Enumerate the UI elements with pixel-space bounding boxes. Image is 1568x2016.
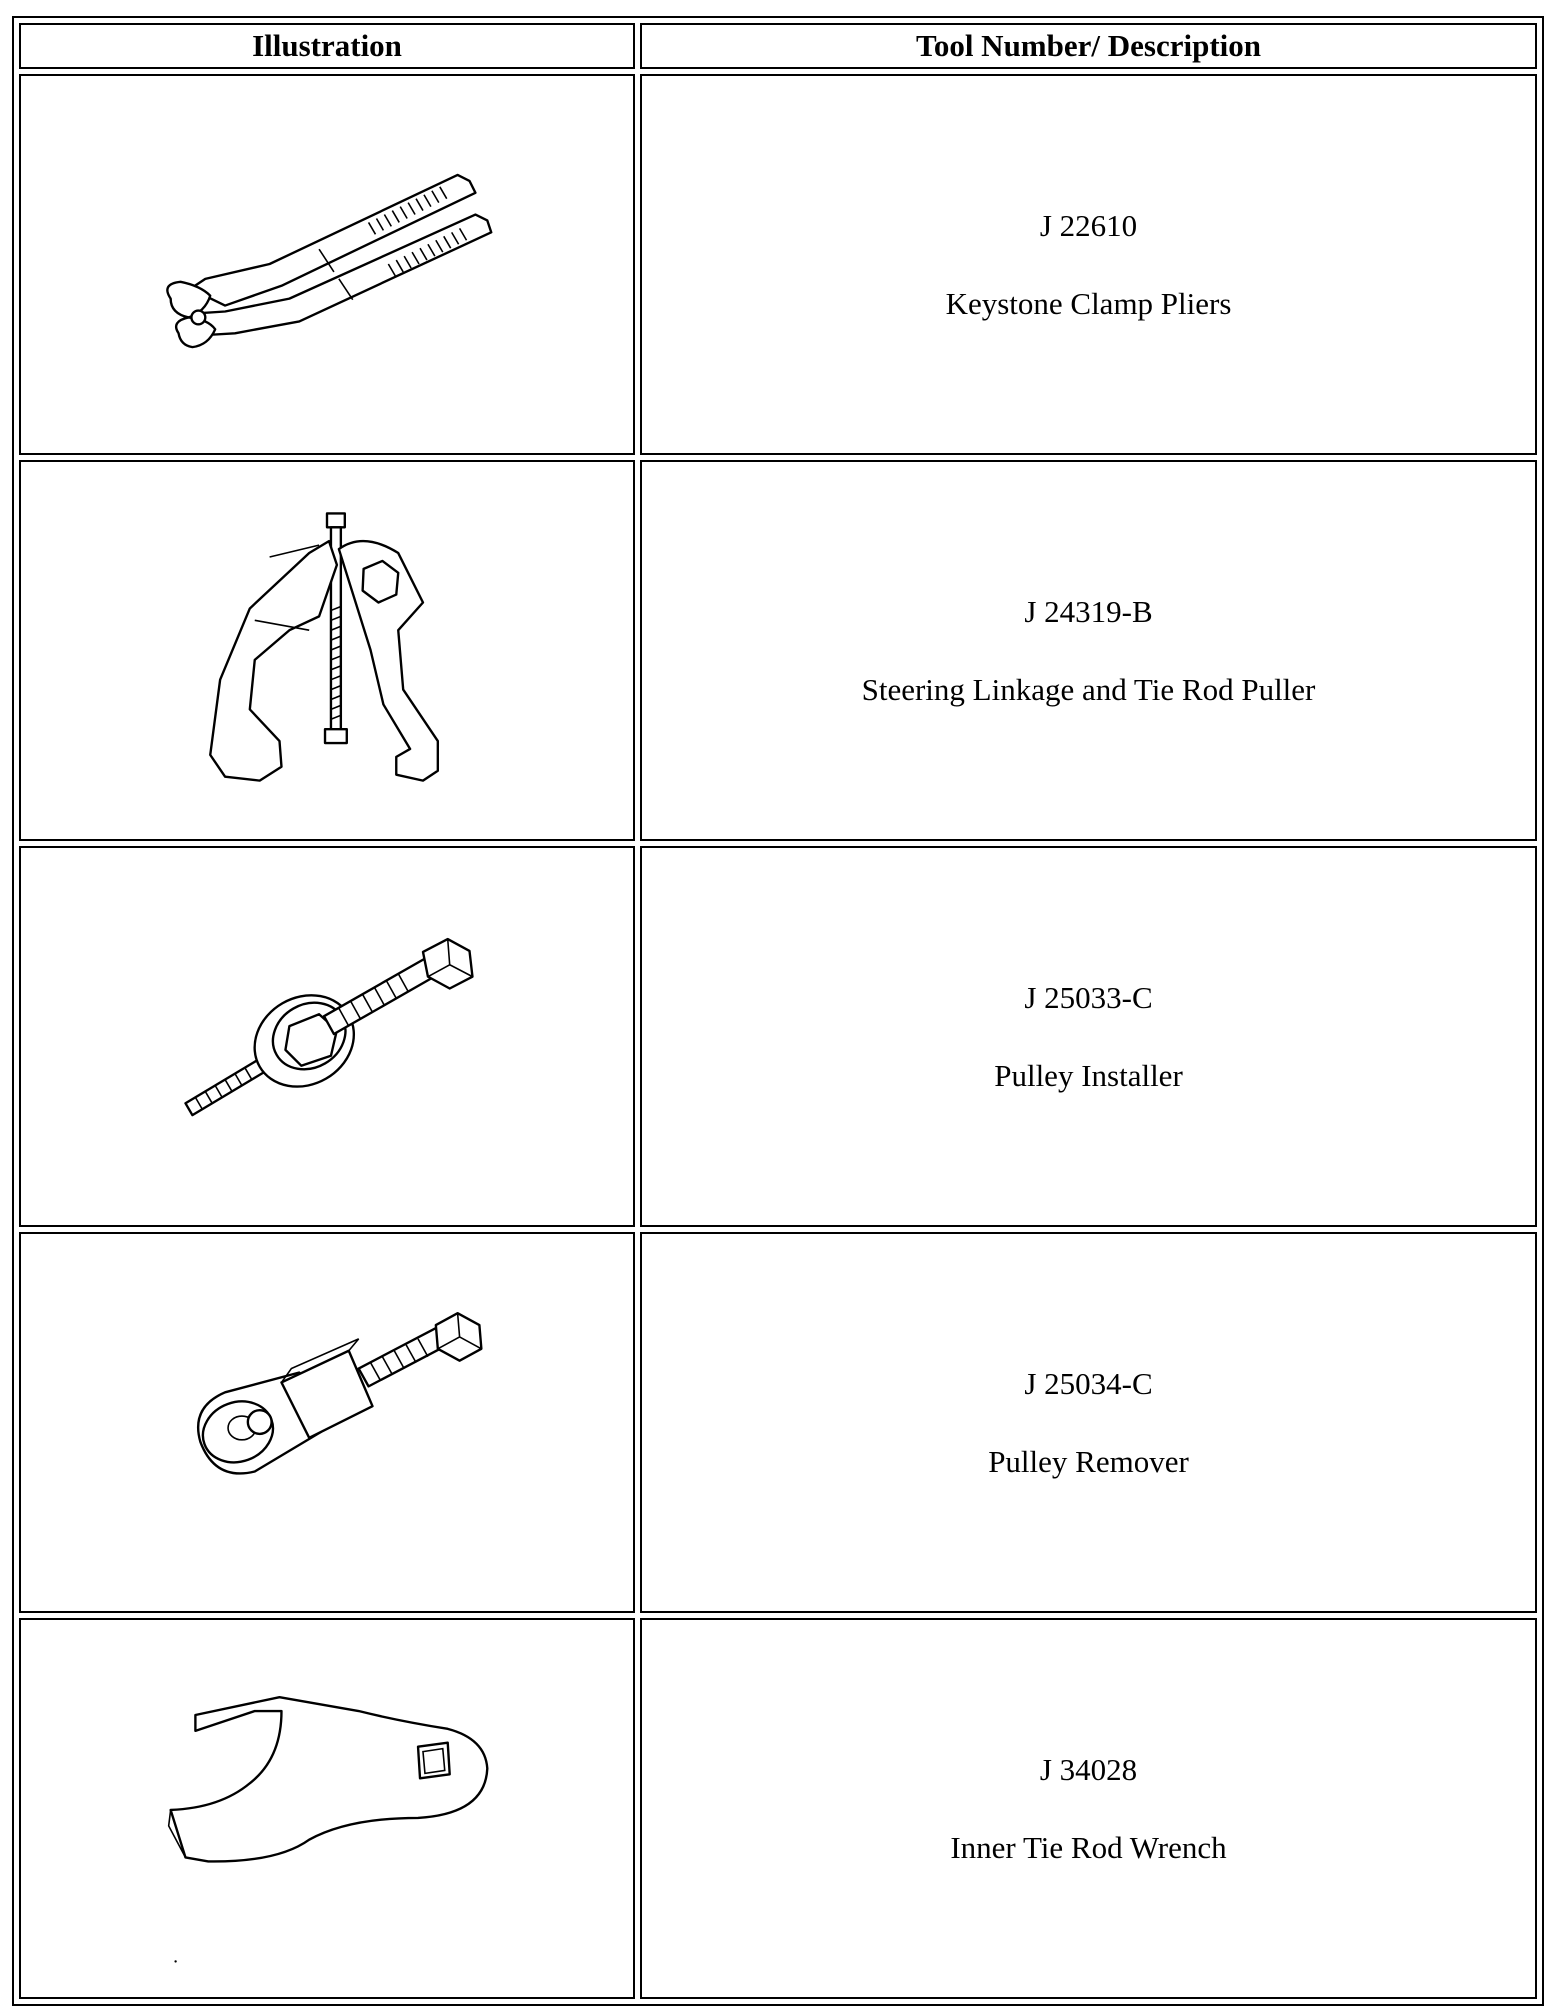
illustration-cell (19, 460, 635, 841)
table-row (19, 460, 1537, 841)
tool-number: J 22610 (1039, 207, 1138, 243)
description-cell (640, 1232, 1537, 1613)
keystone-clamp-pliers-illustration (21, 76, 633, 453)
description-cell (640, 460, 1537, 841)
header-tool-number-description: Tool Number/ Description (640, 23, 1537, 69)
description-cell (640, 1618, 1537, 1999)
header-illustration: Illustration (19, 23, 635, 69)
inner-tie-rod-wrench-illustration (21, 1620, 633, 1997)
tool-number: J 34028 (1039, 1751, 1138, 1787)
table-row (19, 1232, 1537, 1613)
tool-number: J 25033-C (1024, 979, 1153, 1015)
illustration-cell (19, 1232, 635, 1613)
illustration-cell (19, 846, 635, 1227)
illustration-cell (19, 1618, 635, 1999)
description-cell (640, 846, 1537, 1227)
tool-number: J 24319-B (1024, 593, 1153, 629)
special-tools-table (12, 16, 1544, 2006)
tool-number: J 25034-C (1024, 1365, 1153, 1401)
table-row (19, 74, 1537, 455)
pulley-remover-illustration (21, 1234, 633, 1611)
table-row (19, 846, 1537, 1227)
table-header-row (19, 23, 1537, 69)
pulley-installer-illustration (21, 848, 633, 1225)
tie-rod-puller-illustration (21, 462, 633, 839)
tool-description: Pulley Remover (988, 1443, 1189, 1479)
illustration-cell (19, 74, 635, 455)
tool-description: Steering Linkage and Tie Rod Puller (861, 671, 1316, 707)
tool-description: Pulley Installer (994, 1057, 1183, 1093)
description-cell (640, 74, 1537, 455)
tool-description: Inner Tie Rod Wrench (950, 1829, 1227, 1865)
table-row (19, 1618, 1537, 1999)
tool-description: Keystone Clamp Pliers (945, 285, 1232, 321)
